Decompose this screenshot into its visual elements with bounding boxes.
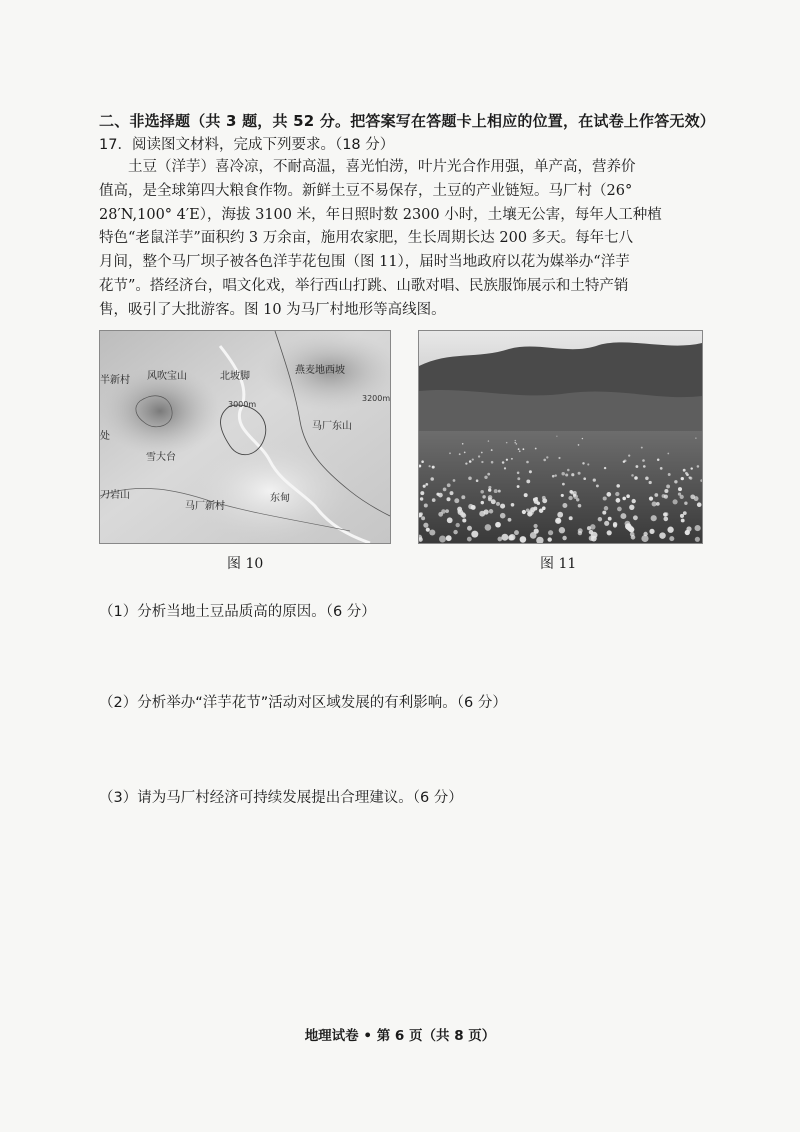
flower-dot	[695, 525, 701, 531]
flower-dot	[439, 536, 446, 543]
flower-dot	[689, 477, 692, 480]
flower-dot	[608, 517, 612, 521]
flower-dot	[562, 483, 565, 486]
flower-dot	[458, 509, 462, 513]
flower-dot	[578, 528, 583, 533]
flower-dot	[628, 454, 630, 456]
flower-dot	[447, 517, 453, 523]
flower-dot	[429, 529, 435, 535]
figure-11-caption: 图 11	[540, 556, 577, 572]
flower-field-image	[419, 331, 702, 543]
flower-dot	[487, 473, 490, 476]
flower-dot	[471, 505, 476, 510]
flower-dot	[616, 484, 620, 488]
flower-dot	[622, 497, 626, 501]
flower-dot	[436, 493, 439, 496]
flower-dot	[443, 488, 447, 492]
contour-map	[100, 331, 390, 543]
map-label: 北坡脚	[220, 371, 250, 382]
flower-dot	[667, 453, 669, 455]
map-label: 3000m	[228, 400, 257, 409]
flower-dot	[485, 524, 492, 531]
flower-dot	[656, 502, 660, 506]
flower-dot	[478, 455, 480, 457]
sub-question-2: （2）分析举办“洋芋花节”活动对区域发展的有利影响。（6 分）	[99, 695, 507, 711]
flower-dot	[500, 513, 506, 519]
flower-dot	[423, 523, 428, 528]
flower-dot	[555, 518, 561, 524]
flower-dot	[686, 526, 691, 531]
flower-dot	[432, 498, 436, 502]
flower-dot	[425, 483, 428, 486]
flower-dot	[583, 477, 586, 480]
flower-dot	[582, 438, 583, 439]
flower-dot	[664, 512, 668, 516]
flower-dot	[524, 493, 528, 497]
map-label: 雪大台	[146, 452, 176, 463]
map-label: 处	[100, 431, 110, 442]
flower-dot	[662, 494, 666, 498]
passage-line: 土豆（洋芋）喜冷凉，不耐高温，喜光怕涝，叶片光合作用强，单产高，营养价	[128, 159, 636, 175]
flower-dot	[526, 479, 530, 483]
flower-dot	[683, 511, 687, 515]
flower-dot	[528, 510, 533, 515]
flower-dot	[587, 463, 589, 465]
flower-dot	[630, 532, 635, 537]
flower-dot	[589, 530, 594, 535]
flower-dot	[517, 472, 520, 475]
flower-dot	[697, 502, 702, 507]
flower-dot	[593, 478, 596, 481]
passage-line: 28′N,100° 4′E），海拔 3100 米，年日照时数 2300 小时，土壤无公害，每年人工种植	[99, 206, 662, 223]
flower-dot	[578, 504, 582, 508]
passage-line: 月间，整个马厂坝子被各色洋芋花包围（图 11），届时当地政府以花为媒举办“洋芋	[99, 254, 630, 271]
flower-dot	[634, 476, 638, 480]
flower-dot	[561, 472, 564, 475]
flower-dot	[509, 534, 515, 540]
flower-dot	[678, 487, 682, 491]
flower-dot	[491, 461, 494, 464]
flower-dot	[567, 469, 570, 472]
flower-dot	[604, 521, 609, 526]
flower-dot	[596, 484, 599, 487]
contour-map-figure	[99, 330, 391, 544]
flower-dot	[482, 495, 485, 498]
flower-dot	[467, 526, 472, 531]
flower-dot	[481, 461, 483, 463]
flower-dot	[578, 472, 581, 475]
flower-dot	[668, 473, 671, 476]
flower-dot	[480, 490, 484, 494]
flower-dot	[491, 499, 496, 504]
flower-dot	[663, 517, 668, 522]
flower-dot	[420, 491, 424, 495]
flower-dot	[568, 496, 572, 500]
flower-dot	[489, 509, 494, 514]
flower-dot	[565, 473, 568, 476]
flower-dot	[496, 502, 500, 506]
flower-dot	[526, 461, 529, 464]
flower-dot	[426, 528, 430, 532]
flower-dot	[613, 523, 617, 527]
flower-dot	[515, 440, 516, 441]
flower-dot	[446, 535, 452, 541]
map-label: 马厂东山	[312, 421, 352, 432]
flower-dot	[562, 536, 566, 540]
flower-dot	[690, 467, 692, 469]
flower-dot	[522, 510, 526, 514]
flower-dot	[562, 503, 567, 508]
flower-dot	[649, 529, 654, 534]
flower-dot	[651, 515, 657, 521]
flower-dot	[667, 527, 673, 533]
flower-dot	[459, 453, 461, 455]
flower-dot	[554, 474, 556, 476]
flower-dot	[602, 511, 606, 515]
flower-dot	[518, 448, 520, 450]
flower-dot	[625, 523, 632, 530]
flower-dot	[421, 516, 425, 520]
flower-dot	[469, 460, 472, 463]
flower-dot	[543, 459, 546, 462]
flower-dot	[432, 466, 435, 469]
flower-dot	[578, 444, 580, 446]
flower-dot	[504, 467, 506, 469]
flower-dot	[450, 491, 454, 495]
flower-dot	[506, 459, 508, 461]
flower-dot	[569, 490, 573, 494]
question-title: 17．阅读图文材料，完成下列要求。（18 分）	[99, 137, 395, 153]
flower-dot	[556, 436, 557, 437]
flower-dot	[519, 450, 521, 452]
flower-dot	[645, 477, 649, 481]
flower-dot	[447, 483, 451, 487]
flower-dot	[516, 443, 518, 445]
flower-dot	[620, 513, 626, 519]
flower-dot	[561, 494, 564, 497]
flower-dot	[446, 497, 450, 501]
flower-dot	[471, 531, 478, 538]
flower-dot	[462, 443, 464, 445]
flower-dot	[456, 523, 460, 527]
flower-dot	[514, 530, 519, 535]
flower-dot	[649, 497, 653, 501]
figure-10-caption: 图 10	[227, 556, 264, 572]
flower-dot	[514, 442, 515, 443]
flower-dot	[683, 469, 686, 472]
flower-dot	[508, 518, 512, 522]
flower-dot	[500, 504, 505, 509]
flower-dot	[617, 507, 622, 512]
flower-dot	[660, 467, 663, 470]
flower-dot	[552, 475, 555, 478]
flower-dot	[491, 449, 493, 451]
flower-dot	[534, 524, 538, 528]
flower-dot	[652, 501, 657, 506]
flower-dot	[502, 461, 505, 464]
flower-dot	[684, 501, 687, 504]
flower-dot	[533, 498, 537, 502]
flower-dot	[441, 509, 445, 513]
flower-dot	[449, 452, 451, 454]
flower-dot	[643, 532, 647, 536]
flower-dot	[488, 495, 493, 500]
flower-dot	[495, 522, 501, 528]
flower-dot	[468, 477, 472, 481]
flower-dot	[587, 526, 591, 530]
flower-dot	[559, 527, 565, 533]
flower-dot	[520, 536, 527, 543]
flower-dot	[484, 476, 487, 479]
flower-dot	[603, 496, 607, 500]
flower-dot	[659, 532, 666, 539]
flower-dot	[666, 484, 670, 488]
flower-dot	[430, 477, 434, 481]
flower-dot	[546, 456, 548, 458]
flower-dot	[557, 512, 563, 518]
flower-dot	[697, 465, 700, 468]
sub-question-3: （3）请为马厂村经济可持续发展提出合理建议。（6 分）	[99, 790, 463, 806]
flower-dot	[573, 494, 576, 497]
flower-dot	[681, 477, 684, 480]
flower-dot	[542, 496, 546, 500]
flower-dot	[591, 536, 597, 542]
flower-dot	[423, 485, 426, 488]
flower-dot	[604, 467, 606, 469]
field	[419, 431, 702, 543]
flower-dot	[481, 452, 483, 454]
flower-dot	[453, 530, 457, 534]
flower-dot	[642, 459, 645, 462]
flower-dot	[481, 501, 484, 504]
map-label: 燕麦地西坡	[295, 365, 345, 376]
flower-dot	[631, 474, 634, 477]
flower-dot	[654, 493, 658, 497]
flower-dot	[604, 506, 608, 510]
flower-dot	[571, 473, 574, 476]
flower-dot	[643, 465, 646, 468]
flower-dot	[681, 519, 685, 523]
flower-dot	[680, 495, 684, 499]
page-footer: 地理试卷 • 第 6 页（共 8 页）	[304, 1028, 496, 1044]
flower-dot	[695, 537, 700, 542]
flower-dot	[633, 515, 638, 520]
flower-dot	[616, 498, 621, 503]
flower-dot	[461, 495, 465, 499]
flower-dot	[539, 508, 544, 513]
flower-dot	[467, 537, 472, 542]
flower-dot	[635, 465, 638, 468]
passage-line: 花节”。搭经济台，唱文化戏，举行西山打跳、山歌对唱、民族服饰展示和土特产销	[99, 277, 629, 294]
flower-dot	[569, 516, 573, 520]
flower-field-photo	[418, 330, 703, 544]
flower-dot	[674, 480, 677, 483]
map-label: 马厂新村	[185, 501, 225, 512]
flower-dot	[535, 448, 537, 450]
flower-dot	[462, 518, 466, 522]
flower-dot	[598, 517, 602, 521]
flower-dot	[607, 530, 612, 535]
flower-dot	[445, 509, 449, 513]
flower-dot	[420, 497, 423, 500]
flower-dot	[506, 442, 508, 444]
map-label: 东甸	[270, 493, 290, 504]
passage-line: 售，吸引了大批游客。图 10 为马厂村地形等高线图。	[99, 301, 446, 318]
flower-dot	[476, 479, 479, 482]
question-passage	[99, 156, 704, 323]
flower-dot	[529, 470, 532, 473]
flower-dot	[649, 481, 652, 484]
flower-dot	[421, 460, 424, 463]
section-heading: 二、非选择题（共 3 题，共 52 分。把答案写在答题卡上相应的位置，在试卷上作答无效）	[99, 112, 716, 130]
flower-dot	[582, 462, 584, 464]
flower-dot	[664, 489, 668, 493]
flower-dot	[494, 489, 498, 493]
flower-dot	[465, 462, 467, 464]
flower-dot	[695, 437, 696, 438]
passage-line: 值高，是全球第四大粮食作物。新鲜土豆不易保存，土豆的产业链短。马厂村（26°	[99, 182, 633, 199]
flower-dot	[511, 503, 515, 507]
flower-dot	[472, 459, 474, 461]
flower-dot	[424, 504, 428, 508]
flower-dot	[673, 499, 678, 504]
flower-dot	[685, 472, 688, 475]
flower-dot	[497, 537, 502, 542]
flower-dot	[694, 496, 699, 501]
flower-dot	[429, 465, 431, 467]
map-label: 3200m	[362, 394, 390, 403]
flower-dot	[626, 494, 630, 498]
flower-dot	[488, 486, 491, 489]
flower-dot	[454, 498, 459, 503]
flower-dot	[498, 490, 501, 493]
flower-dot	[547, 537, 551, 541]
flower-dot	[558, 457, 560, 459]
flower-dot	[615, 492, 619, 496]
map-label: 风吹宝山	[147, 371, 187, 382]
flower-dot	[629, 505, 634, 510]
flower-dot	[523, 448, 525, 450]
flower-dot	[501, 534, 508, 541]
map-label: 刀岩山	[100, 490, 130, 501]
flower-dot	[623, 460, 625, 462]
flower-dot	[548, 530, 553, 535]
flower-dot	[606, 492, 611, 497]
flower-dot	[517, 477, 520, 480]
flower-dot	[488, 440, 489, 441]
flower-dot	[657, 458, 660, 461]
flower-dot	[517, 485, 520, 488]
flower-dot	[530, 532, 537, 539]
flower-dot	[479, 511, 485, 517]
sub-question-1: （1）分析当地土豆品质高的原因。（6 分）	[99, 604, 376, 620]
flower-dot	[511, 458, 513, 460]
flower-dot	[669, 536, 674, 541]
flower-dot	[453, 479, 456, 482]
flower-dot	[632, 499, 636, 503]
flower-dot	[641, 447, 643, 449]
flower-dot	[464, 452, 466, 454]
passage-line: 特色“老鼠洋芋”面积约 3 万余亩，施用农家肥，生长周期长达 200 多天。每年七八	[99, 230, 634, 247]
map-label: 半新村	[100, 375, 130, 386]
flower-dot	[680, 514, 684, 518]
